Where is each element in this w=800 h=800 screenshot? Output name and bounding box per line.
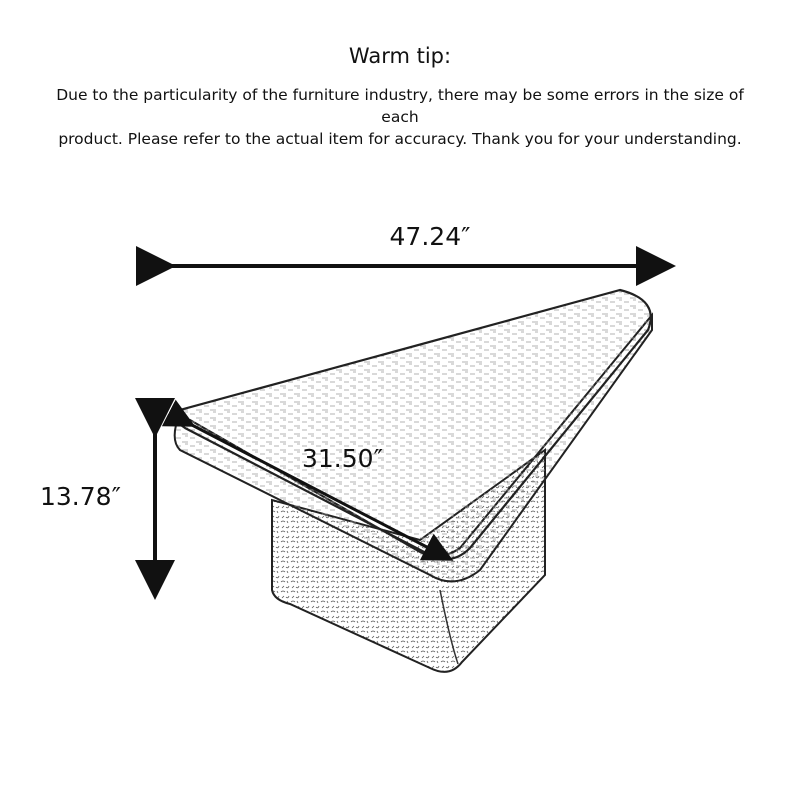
depth-label: 31.50″: [302, 444, 383, 473]
height-label: 13.78″: [40, 482, 121, 511]
warm-tip-line-2: product. Please refer to the actual item for accuracy. Thank you for your understanding.: [58, 130, 742, 148]
warm-tip-title: Warm tip:: [348, 44, 452, 68]
width-label: 47.24″: [389, 222, 471, 251]
warm-tip-line-1: Due to the particularity of the furniture industry, there may be some errors in the size of each: [56, 86, 744, 126]
